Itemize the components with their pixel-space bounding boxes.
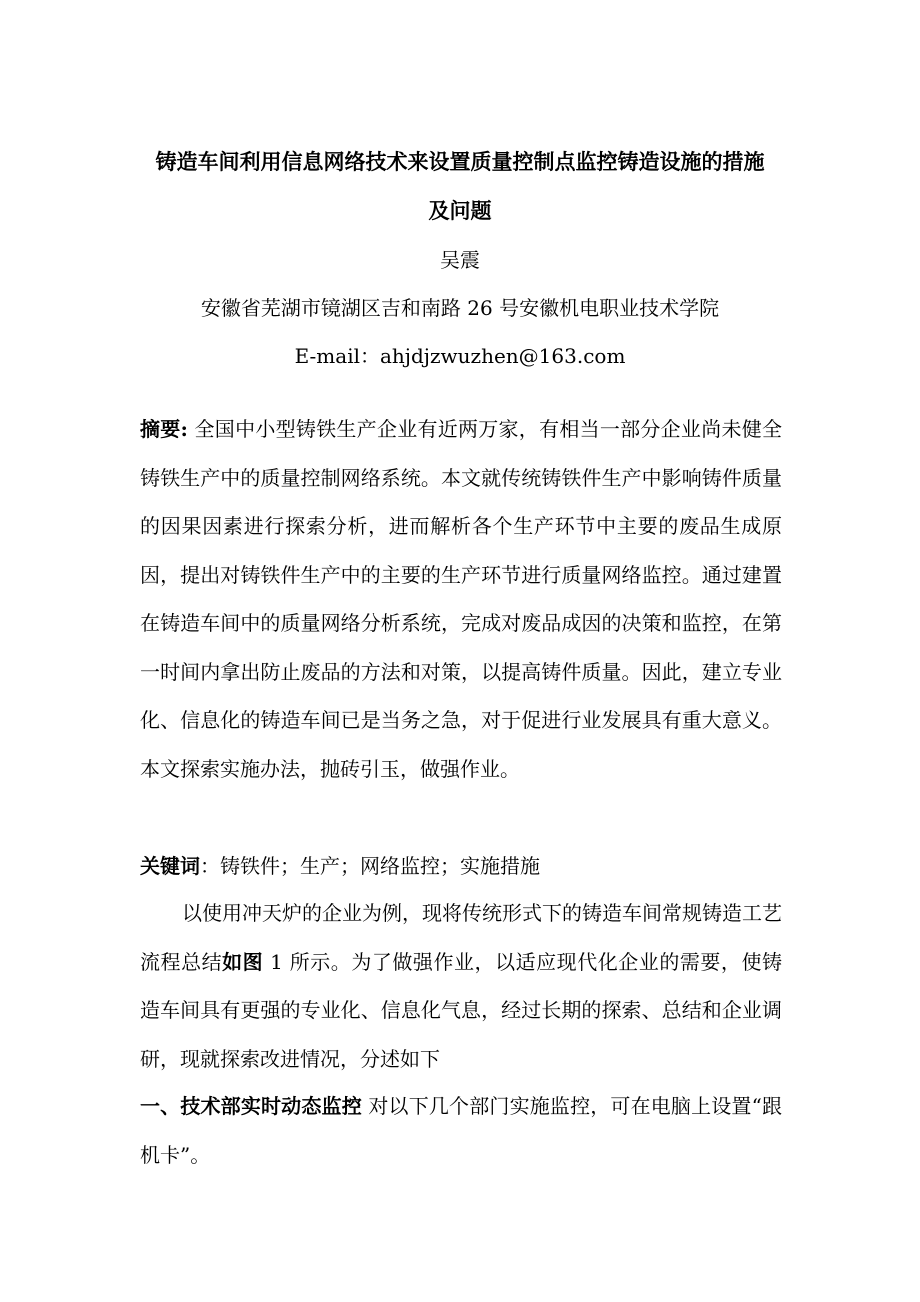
author-name: 吴震 — [440, 248, 480, 272]
author-affiliation: 安徽省芜湖市镜湖区吉和南路 26 号安徽机电职业技术学院 — [200, 296, 720, 320]
section-1-paragraph — [140, 1082, 782, 1179]
keywords-label: 关键词 — [140, 854, 200, 878]
author-email: E-mail：ahjdjzwuzhen@163.com — [294, 344, 626, 368]
abstract-label: 摘要: — [140, 417, 188, 441]
document-title-line-2: 及问题 — [428, 198, 492, 223]
keywords-paragraph — [140, 842, 782, 891]
keywords-text: ：铸铁件；生产；网络监控；实施措施 — [200, 854, 540, 878]
abstract-paragraph — [140, 405, 782, 793]
section-1-text: 对以下几个部门实施监控，可在电脑上设置“跟机卡”。 — [140, 1094, 782, 1167]
section-1-heading: 一、技术部实时动态监控 — [140, 1094, 362, 1118]
document-title-line-1: 铸造车间利用信息网络技术来设置质量控制点监控铸造设施的措施 — [155, 149, 765, 174]
figure-reference: 如图 — [222, 949, 264, 974]
abstract-text: 全国中小型铸铁生产企业有近两万家，有相当一部分企业尚未健全铸铁生产中的质量控制网络系统。本文就传统铸铁件生产中影响铸件质量的因果因素进行探索分析，进而解析各个生产环节中主要的废品生成原因，提出对铸铁件生产中的主要的生产环节进行质量网络监控。通过建置在铸造车间中的质量网络分析系统，完成对废品成因的决策和监控，在第一时间内拿出防止废品的方法和对策，以提高铸件质量。因此，建立专业化、信息化的铸造车间已是当务之急，对于促进行业发展具有重大意义。本文探索实施办法，抛砖引玉，做强作业。 — [140, 417, 782, 781]
intro-text-1: 以使用冲天炉的企业为例，现将传统形式下的铸造车间常规铸造工艺流程总结 — [140, 901, 782, 974]
intro-paragraph — [140, 889, 782, 1083]
intro-text-2: 1 所示。为了做强作业，以适应现代化企业的需要，使铸造车间具有更强的专业化、信息化气息，经过长期的探索、总结和企业调研，现就探索改进情况，分述如下 — [140, 949, 783, 1071]
